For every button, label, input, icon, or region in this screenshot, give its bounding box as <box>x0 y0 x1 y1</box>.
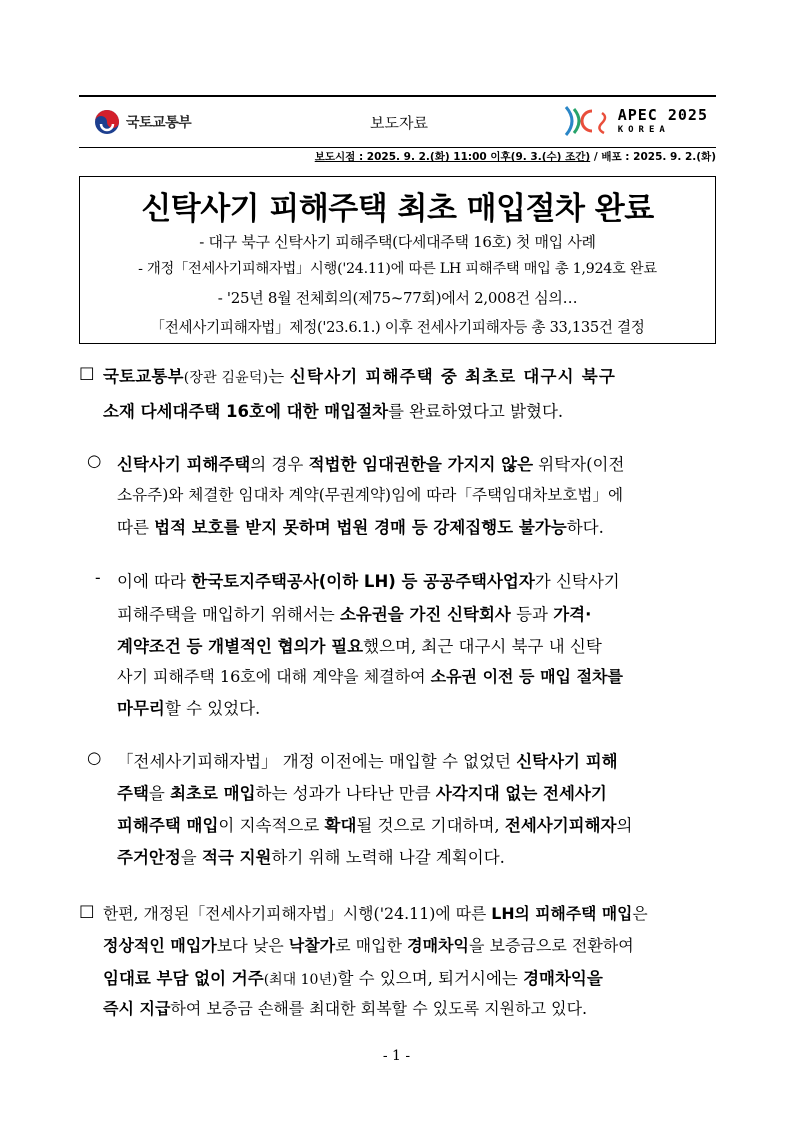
p4-line-1: 「전세사기피해자법」 개정 이전에는 매입할 수 없었던 신탁사기 피해 <box>117 752 618 771</box>
apec-title: APEC 2025 <box>617 105 708 124</box>
apec-logo <box>562 103 708 139</box>
p3-line-4: 사기 피해주택 16호에 대해 계약을 체결하여 소유권 이전 등 매입 절차를 <box>117 667 623 686</box>
p3-line-5: 마무리할 수 있었다. <box>117 699 261 718</box>
release-info <box>79 149 716 164</box>
p3-line-2: 피해주택을 매입하기 위해서는 소유권을 가진 신탁회사 등과 가격· <box>117 605 592 624</box>
taegeuk-emblem-icon <box>94 109 120 135</box>
subtitle-1: - 대구 북구 신탁사기 피해주택(다세대주택 16호) 첫 매입 사례 <box>199 233 596 251</box>
p1-bullet: □ <box>79 363 95 382</box>
release-time: 보도시점 : 2025. 9. 2.(화) 11:00 이후(9. 3.(수) 조간) <box>314 151 591 163</box>
p2-bullet: ○ <box>87 451 102 470</box>
header-bar <box>79 95 716 148</box>
apec-country: KOREA <box>617 124 670 135</box>
p1-line-2: 소재 다세대주택 16호에 대한 매입절차를 완료하였다고 밝혔다. <box>103 402 564 421</box>
p3-bullet: - <box>95 568 101 587</box>
p5-bullet: □ <box>79 901 95 920</box>
subtitle-2: - 개정「전세사기피해자법」시행('24.11)에 따른 LH 피해주택 매입 총 1,924호 완료 <box>138 261 657 277</box>
page-number: - 1 - <box>382 1048 411 1064</box>
p2-line-3: 따른 법적 보호를 받지 못하며 법원 경매 등 강제집행도 불가능하다. <box>117 518 604 537</box>
subtitle-3: - '25년 8월 전체회의(제75~77회)에서 2,008건 심의… <box>217 289 578 307</box>
p5-line-1: 한편, 개정된「전세사기피해자법」시행('24.11)에 따른 LH의 피해주택 매입은 <box>103 904 648 923</box>
p5-line-4: 즉시 지급하여 보증금 손해를 최대한 회복할 수 있도록 지원하고 있다. <box>103 999 588 1018</box>
release-distribution: / 배포 : 2025. 9. 2.(화) <box>590 151 716 163</box>
main-title: 신탁사기 피해주택 최초 매입절차 완료 <box>141 191 654 227</box>
title-box <box>79 176 716 344</box>
p5-line-2: 정상적인 매입가보다 낮은 낙찰가로 매입한 경매차익을 보증금으로 전환하여 <box>103 936 634 955</box>
p5-line-3: 임대료 부담 없이 거주(최대 10년)할 수 있으며, 퇴거시에는 경매차익을 <box>103 969 603 988</box>
p2-line-2: 소유주)와 체결한 임대차 계약(무권계약)임에 따라「주택임대차보호법」에 <box>117 486 624 504</box>
doc-type: 보도자료 <box>370 114 428 132</box>
p3-line-3: 계약조건 등 개별적인 협의가 필요했으며, 최근 대구시 북구 내 신탁 <box>117 637 602 656</box>
p4-bullet: ○ <box>87 748 102 767</box>
subtitle-4: 「전세사기피해자법」제정('23.6.1.) 이후 전세사기피해자등 총 33,135건 결정 <box>150 319 645 336</box>
p1-line-1: 국토교통부(장관 김윤덕)는 신탁사기 피해주택 중 최초로 대구시 북구 <box>103 367 616 386</box>
p4-line-2: 주택을 최초로 매입하는 성과가 나타난 만큼 사각지대 없는 전세사기 <box>117 784 607 803</box>
ministry-name: 국토교통부 <box>126 115 192 131</box>
p3-line-1: 이에 따라 한국토지주택공사(이하 LH) 등 공공주택사업자가 신탁사기 <box>117 572 620 591</box>
p4-line-3: 피해주택 매입이 지속적으로 확대될 것으로 기대하며, 전세사기피해자의 <box>117 816 633 835</box>
ministry-logo <box>94 109 191 135</box>
p2-line-1: 신탁사기 피해주택의 경우 적법한 임대권한을 가지지 않은 위탁자(이전 <box>117 455 625 474</box>
apec-emblem-icon <box>562 103 614 139</box>
p4-line-4: 주거안정을 적극 지원하기 위해 노력해 나갈 계획이다. <box>117 848 505 867</box>
